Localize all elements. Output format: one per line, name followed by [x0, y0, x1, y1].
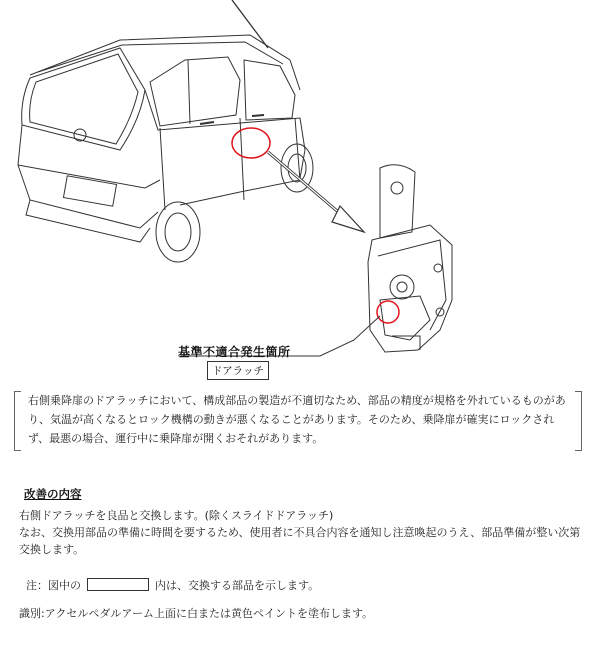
- note-suffix: 内は、交換する部品を示します。: [155, 579, 320, 592]
- vehicle-drawing: [18, 0, 313, 262]
- figure-note: [26, 577, 319, 593]
- door-latch-drawing: [368, 165, 452, 352]
- vehicle-highlight-circle: [232, 128, 270, 158]
- note-prefix: 注：図中の: [26, 579, 81, 592]
- note-box-swatch: [87, 578, 149, 591]
- improvement-title: 改善の内容: [24, 487, 82, 501]
- nonconformity-location-label: 基準不適合発生箇所: [178, 345, 291, 359]
- improvement-line-1: 右側ドアラッチを良品と交換します。(除くスライドドアラッチ): [19, 509, 334, 522]
- defect-description-text: 右側乗降扉のドアラッチにおいて、構成部品の製造が不適切なため、部品の精度が規格を外れているものがあり、気温が高くなるとロック機構の動きが悪くなることがあります。そのため、乗降扉が確実にロックされず、最悪の場合、運行中に乗降扉が開くおそれがあります。: [28, 394, 566, 445]
- improvement-line-2: なお、交換用部品の準備に時間を要するため、使用者に不具合内容を通知し注意喚起のうえ、部品準備が整い次第交換します。: [19, 526, 581, 556]
- defect-description: [14, 391, 582, 451]
- right-bracket: [575, 391, 582, 451]
- improvement-body: [19, 507, 584, 558]
- identification-text: 識別:アクセルペダルアーム上面に白または黄色ペイントを塗布します。: [19, 607, 374, 620]
- part-name-label: ドアラッチ: [207, 361, 269, 380]
- pointer-arrow: [268, 152, 364, 232]
- latch-highlight-circle: [377, 301, 399, 323]
- left-bracket: [14, 391, 21, 451]
